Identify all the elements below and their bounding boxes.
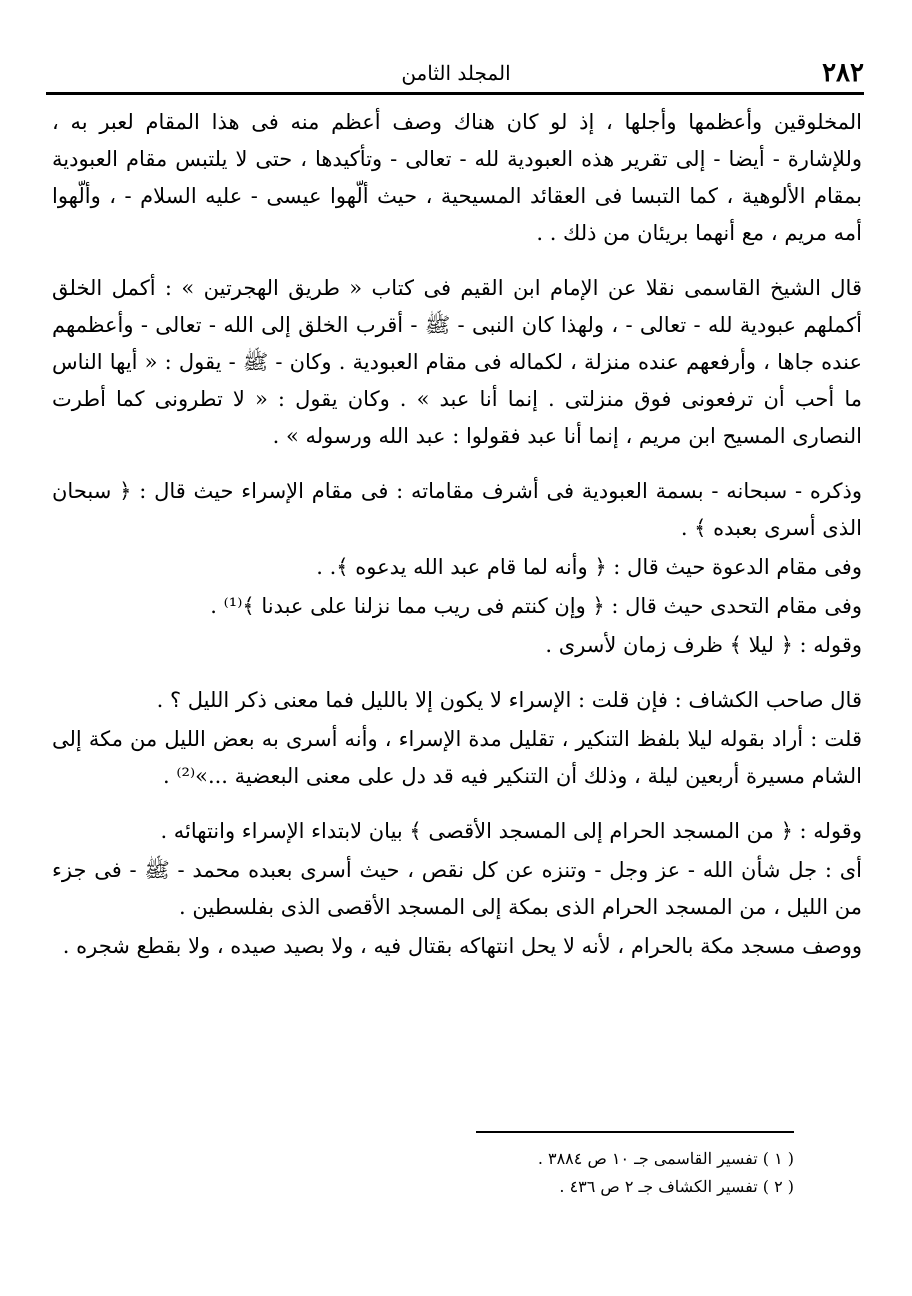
paragraph-explanation: أى : جل شأن الله - عز وجل - وتنزه عن كل نقص ، حيث أسرى بعبده محمد - ﷺ - فى جزء من الليل ، من المسجد الحرام الذى بمكة إلى المسجد الأقصى الذى بفلسطين . [52,858,862,919]
main-text [52,104,862,967]
paragraph-servitude-mention: وذكره - سبحانه - بسمة العبودية فى أشرف مقاماته : فى مقام الإسراء حيث قال : ﴿ سبحان الذى أسرى بعبده ﴾ . [52,479,862,540]
paragraph-challenge: وفى مقام التحدى حيث قال : ﴿ وإن كنتم فى ريب مما نزلنا على عبدنا ﴾⁽¹⁾ . [210,594,862,618]
header-rule [46,92,864,95]
running-title: المجلد الثامن [401,61,511,85]
paragraph-kashshaf-answer: قلت : أراد بقوله ليلا بلفظ التنكير ، تقليل مدة الإسراء ، وأنه أسرى به بعض الليل من مكة إلى الشام مسيرة أربعين ليلة ، وذلك أن التنكير فيه قد دل على معنى البعضية ...»⁽²⁾ . [52,727,862,788]
page-header [48,54,864,90]
page-number: ٢٨٢ [822,58,864,88]
footnote-rule [476,1131,794,1133]
footnotes [300,1145,794,1201]
paragraph-dawah: وفى مقام الدعوة حيث قال : ﴿ وأنه لما قام عبد الله يدعوه ﴾. . [316,555,862,579]
paragraph-qasimi-quote: قال الشيخ القاسمى نقلا عن الإمام ابن القيم فى كتاب « طريق الهجرتين » : أكمل الخلق أكملهم عبودية لله - تعالى - ، ولهذا كان النبى - ﷺ - أقرب الخلق إلى الله - تعالى - وأعظمهم عنده جاها ، وأرفعهم عنده منزلة ، لكماله فى مقام العبودية . وكان - ﷺ - يقول : « أيها الناس ما أحب أن ترفعونى فوق منزلتى . إنما أنا عبد » . وكان يقول : « لا تطرونى كما أطرت النصارى المسيح ابن مريم ، إنما أنا عبد فقولوا : عبد الله ورسوله » . [52,276,862,448]
paragraph-haram-description: ووصف مسجد مكة بالحرام ، لأنه لا يحل انتهاكه بقتال فيه ، ولا بصيد صيده ، ولا بقطع شجره . [62,934,862,958]
paragraph-layla: وقوله : ﴿ ليلا ﴾ ظرف زمان لأسرى . [545,633,862,657]
paragraph-continuation: المخلوقين وأعظمها وأجلها ، إذ لو كان هناك وصف أعظم منه فى هذا المقام لعبر به ، وللإشارة - أيضا - إلى تقرير هذه العبودية لله - تعالى - وتأكيدها ، حتى لا يلتبس مقام العبودية بمقام الألوهية ، كما التبسا فى العقائد المسيحية ، حيث ألّهوا عيسى - عليه السلام - ، وألّهوا أمه مريم ، مع أنهما بريئان من ذلك . . [52,110,862,245]
footnote-2: ( ٢ ) تفسير الكشاف جـ ٢ ص ٤٣٦ . [559,1177,794,1196]
paragraph-kashshaf-question: قال صاحب الكشاف : فإن قلت : الإسراء لا يكون إلا بالليل فما معنى ذكر الليل ؟ . [156,688,862,712]
paragraph-mosque-verse: وقوله : ﴿ من المسجد الحرام إلى المسجد الأقصى ﴾ بيان لابتداء الإسراء وانتهائه . [160,819,862,843]
footnote-1: ( ١ ) تفسير القاسمى جـ ١٠ ص ٣٨٨٤ . [537,1149,794,1168]
